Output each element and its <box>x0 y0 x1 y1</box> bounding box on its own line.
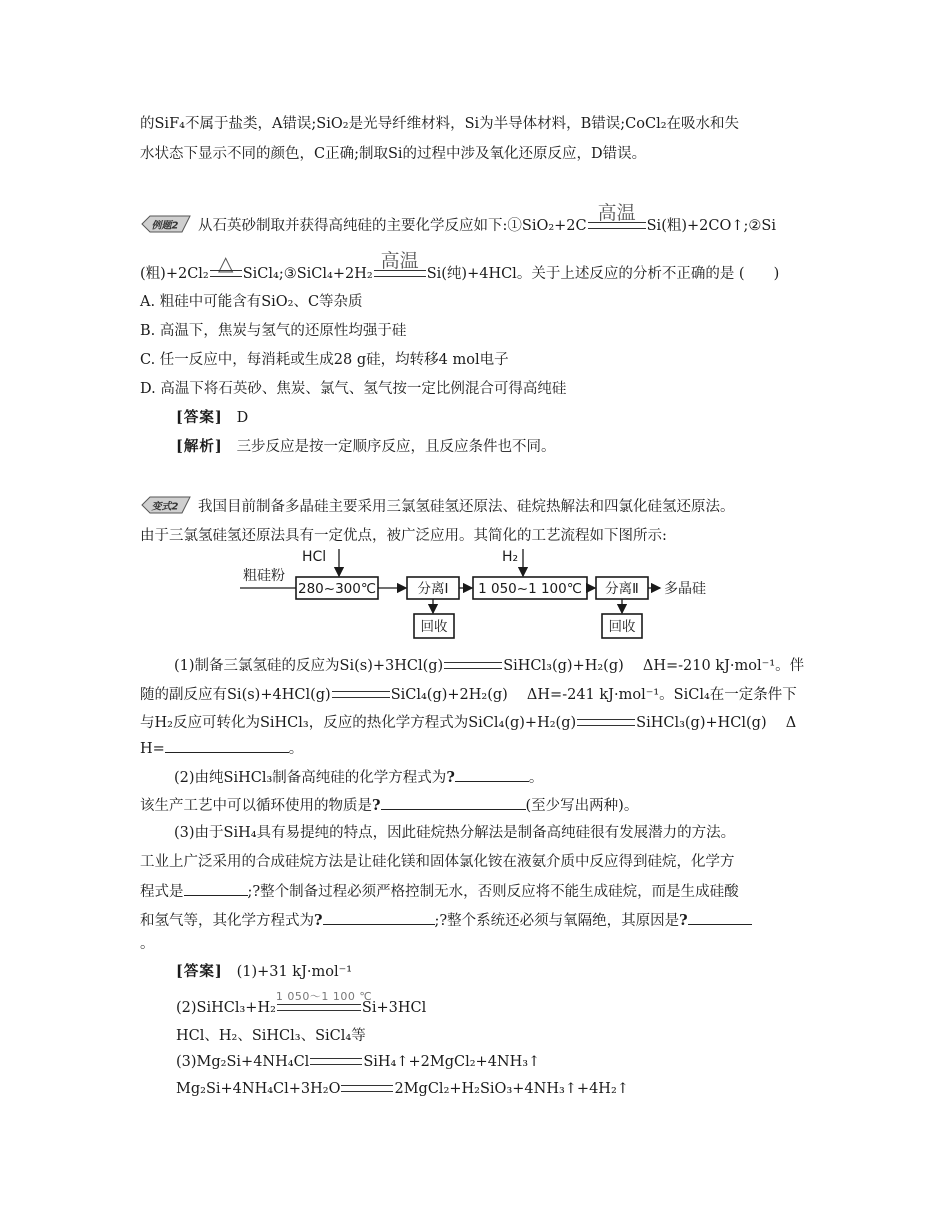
flow-end-label: 多晶硅 <box>664 581 706 597</box>
example2-analysis <box>176 437 556 457</box>
answer-3-text-c: Mg₂Si+4NH₄Cl+3H₂O <box>176 1081 341 1097</box>
variant2-stem-a: 我国目前制备多晶硅主要采用三氯氢硅氢还原法、硅烷热解法和四氯化硅氢还原法。 <box>198 499 735 515</box>
q3-text-a: 程式是 <box>140 884 184 900</box>
equation-equals-sign-3 <box>576 713 636 733</box>
q1-text-a: (1)制备三氯氢硅的反应为Si(s)+3HCl(g) <box>174 658 444 674</box>
variant2-tag-label: 变式2 <box>151 501 179 513</box>
answer-3-text-d: 2MgCl₂+H₂SiO₃+4NH₃↑+4H₂↑ <box>394 1081 629 1097</box>
answer-value: D <box>236 410 249 426</box>
flow-start-label: 粗硅粉 <box>243 568 285 584</box>
q1-line-4 <box>140 737 303 759</box>
example2-stem-line-1 <box>140 202 776 236</box>
option-a: A. 粗硅中可能含有SiO₂、C等杂质 <box>140 294 363 310</box>
variant2-answer-3 <box>176 1052 540 1072</box>
reaction-condition-high-temp-2: 高温 <box>373 264 427 284</box>
flow-recycle-1-label: 回收 <box>420 619 448 635</box>
example2-stem-b: Si(粗)+2CO↑;②Si <box>646 218 776 234</box>
example2-answer <box>176 408 248 428</box>
answer-3-text-b: SiH₄↑+2MgCl₂+4NH₃↑ <box>363 1054 541 1070</box>
q2-qmark-1: ? <box>446 769 455 786</box>
q1-text-d: SiCl₄(g)+2H₂(g) ΔH=-241 kJ·mol⁻¹。SiCl₄在一定条件下 <box>390 687 797 703</box>
q1-text-f: SiHCl₃(g)+HCl(g) Δ <box>636 715 797 731</box>
flow-box-2-label: 分离Ⅰ <box>417 581 449 597</box>
flow-box-1-label: 280~300℃ <box>297 581 377 597</box>
q2-answer-blank-1[interactable] <box>455 766 529 782</box>
q2-qmark-2: ? <box>372 797 381 814</box>
variant2-stem-line-2: 由于三氯氢硅氢还原法具有一定优点，被广泛应用。其简化的工艺流程如下图所示: <box>140 528 667 544</box>
flow-h2-label: H₂ <box>502 549 519 565</box>
q2-line-1 <box>174 766 543 788</box>
q1-text-c: 随的副反应有Si(s)+4HCl(g) <box>140 687 331 703</box>
example2-tag-label: 例题2 <box>151 220 179 232</box>
example2-stem-a: 从石英砂制取并获得高纯硅的主要化学反应如下:①SiO₂+2C <box>198 218 587 234</box>
q2-text-a: (2)由纯SiHCl₃制备高纯硅的化学方程式为 <box>174 770 447 786</box>
answer-1-text: (1)+31 kJ·mol⁻¹ <box>236 964 353 980</box>
flow-box-3-label: 1 050~1 100℃ <box>478 581 582 597</box>
reaction-condition-heat-icon: △ <box>209 264 243 284</box>
q1-text-g: H= <box>140 741 165 757</box>
q3-answer-blank-2[interactable] <box>323 909 435 925</box>
q1-line-1 <box>174 656 804 676</box>
equation-equals-sign-4 <box>309 1052 363 1072</box>
q2-answer-blank-2[interactable] <box>381 794 526 810</box>
analysis-label: [解析] <box>176 438 223 455</box>
variant2-answer-1 <box>176 962 352 982</box>
equation-equals-sign-5 <box>340 1079 394 1099</box>
q3-line-2: 工业上广泛采用的合成硅烷方法是让硅化镁和固体氯化铵在液氨介质中反应得到硅烷，化学方 <box>140 854 735 870</box>
q3-qmark-2: ? <box>679 912 688 929</box>
flow-box-4-label: 分离Ⅱ <box>605 581 639 597</box>
analysis-text: 三步反应是按一定顺序反应，且反应条件也不同。 <box>236 439 556 455</box>
variant2-answer-3-line-2 <box>176 1079 629 1099</box>
q3-text-d: ;?整个系统还必须与氧隔绝，其原因是 <box>434 913 680 929</box>
option-c: C. 任一反应中，每消耗或生成28 g硅，均转移4 mol电子 <box>140 352 509 368</box>
example2-stem-line-2 <box>140 250 780 284</box>
equation-equals-sign-2 <box>331 685 391 705</box>
option-b: B. 高温下，焦炭与氢气的还原性均强于硅 <box>140 323 407 339</box>
q2-text-d: (至少写出两种)。 <box>525 798 639 814</box>
variant2-stem-line-1 <box>140 497 735 517</box>
q1-text-b: SiHCl₃(g)+H₂(g) ΔH=-210 kJ·mol⁻¹。伴 <box>503 658 805 674</box>
q3-answer-blank-3[interactable] <box>688 909 752 925</box>
q1-text-e: 与H₂反应可转化为SiHCl₃，反应的热化学方程式为SiCl₄(g)+H₂(g) <box>140 715 577 731</box>
example2-tag-icon <box>140 215 192 233</box>
example2-stem-e: Si(纯)+4HCl。关于上述反应的分析不正确的是 ( ) <box>426 266 780 282</box>
intro-line-2: 水状态下显示不同的颜色，C正确;制取Si的过程中涉及氧化还原反应，D错误。 <box>140 146 647 162</box>
q3-qmark-1: ? <box>314 912 323 929</box>
variant2-tag-icon <box>140 496 192 514</box>
example2-stem-c: (粗)+2Cl₂ <box>140 266 209 282</box>
q3-text-c: 和氢气等，其化学方程式为 <box>140 913 314 929</box>
reaction-condition-temperature: 1 050～1 100 ℃ <box>276 998 362 1018</box>
q2-text-c: 该生产工艺中可以循环使用的物质是 <box>140 798 372 814</box>
intro-line-1: 的SiF₄不属于盐类，A错误;SiO₂是光导纤维材料，Si为半导体材料，B错误;CoCl₂在吸水和失 <box>140 116 740 132</box>
variant2-answer-label: [答案] <box>176 963 223 980</box>
q1-text-h: 。 <box>288 741 304 757</box>
process-flow-diagram <box>240 546 720 646</box>
flow-hcl-label: HCl <box>302 549 327 565</box>
q3-line-3 <box>140 880 739 902</box>
q3-line-5: 。 <box>140 936 155 952</box>
variant2-answer-2-line-2: HCl、H₂、SiHCl₃、SiCl₄等 <box>176 1028 366 1044</box>
equation-equals-sign <box>443 656 503 676</box>
option-d: D. 高温下将石英砂、焦炭、氯气、氢气按一定比例混合可得高纯硅 <box>140 381 567 397</box>
q1-line-3 <box>140 713 796 733</box>
answer-2-text-b: Si+3HCl <box>361 1000 427 1016</box>
q3-text-b: ;?整个制备过程必须严格控制无水，否则反应将不能生成硅烷，而是生成硅酸 <box>247 884 739 900</box>
example2-stem-d: SiCl₄;③SiCl₄+2H₂ <box>242 266 373 282</box>
variant2-answer-2 <box>176 990 427 1018</box>
q3-answer-blank-1[interactable] <box>184 880 248 896</box>
q3-line-1: (3)由于SiH₄具有易提纯的特点，因此硅烷热分解法是制备高纯硅很有发展潜力的方法。 <box>174 825 736 841</box>
answer-label: [答案] <box>176 409 223 426</box>
answer-3-text-a: (3)Mg₂Si+4NH₄Cl <box>176 1054 310 1070</box>
q2-line-2 <box>140 794 638 816</box>
q1-answer-blank[interactable] <box>165 737 289 753</box>
reaction-condition-high-temp: 高温 <box>587 216 647 236</box>
q3-line-4 <box>140 909 752 931</box>
q2-text-b: 。 <box>528 770 544 786</box>
flow-recycle-2-label: 回收 <box>608 619 636 635</box>
q1-line-2 <box>140 685 797 705</box>
answer-2-text-a: (2)SiHCl₃+H₂ <box>176 1000 276 1016</box>
